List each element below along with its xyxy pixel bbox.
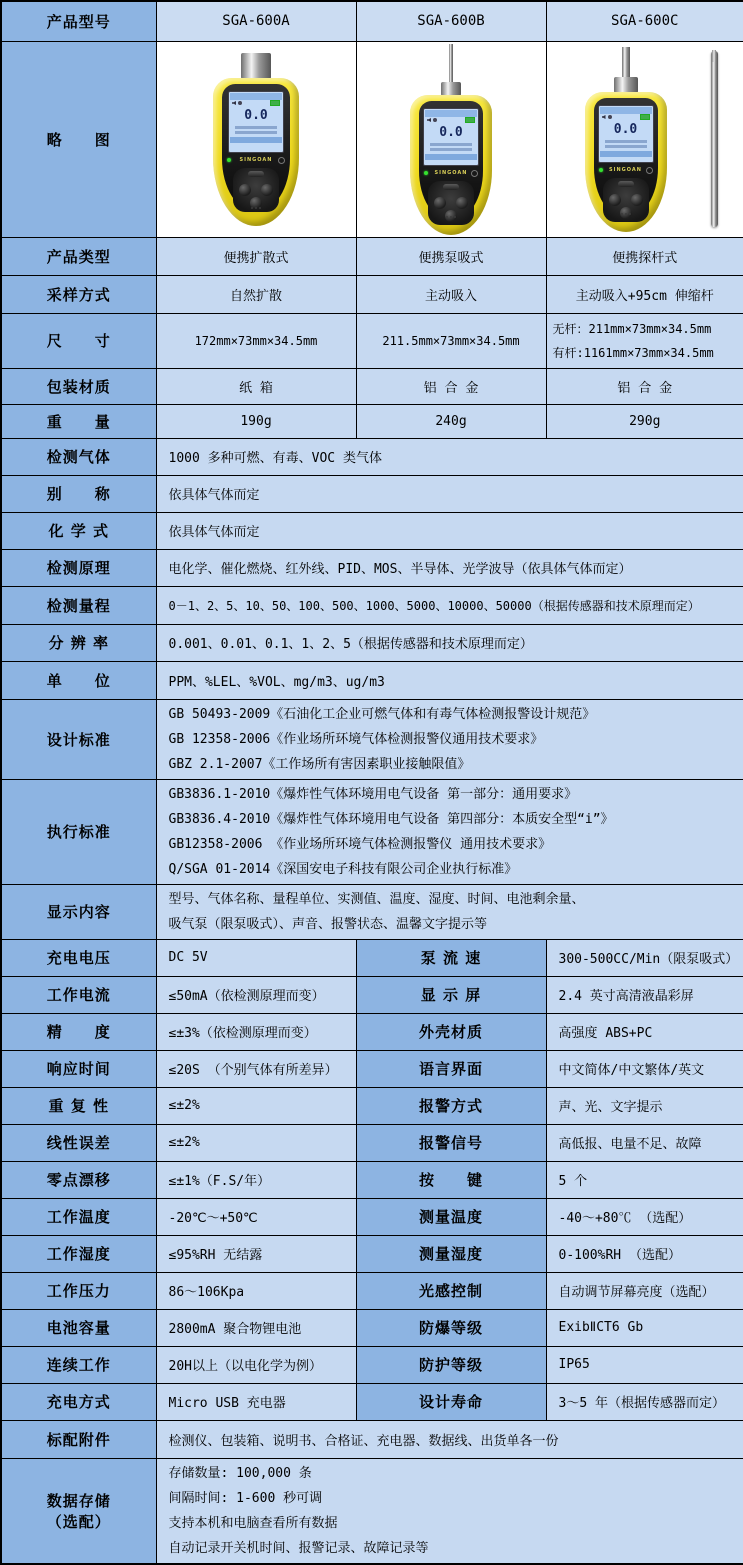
brand-row [222, 155, 290, 165]
spec-label: 防护等级 [356, 1346, 546, 1383]
row-packaging [1, 368, 743, 404]
spec-label: 测量湿度 [356, 1235, 546, 1272]
screen-bottom-bar [425, 154, 477, 160]
spec-value: ExibⅡCT6 Gb [546, 1309, 743, 1346]
speaker-holes [251, 207, 261, 209]
row-label: 检测气体 [1, 438, 156, 475]
spec-label: 充电电压 [1, 939, 156, 976]
row-label: 产品类型 [1, 237, 156, 275]
cell-value: 检测仪、包装箱、说明书、合格证、充电器、数据线、出货单各一份 [156, 1420, 743, 1458]
spec-label: 外壳材质 [356, 1013, 546, 1050]
spec-label: 重 复 性 [1, 1087, 156, 1124]
spec-label: 显 示 屏 [356, 976, 546, 1013]
probe-base [614, 77, 638, 93]
power-icon [646, 167, 653, 174]
cell-value: 电化学、催化燃烧、红外线、PID、MOS、半导体、光学波导（依具体气体而定） [156, 549, 743, 586]
standard-line: GB 12358-2006《作业场所环境气体检测报警仪通用技术要求》 [168, 731, 544, 747]
spec-value: 2800mA 聚合物锂电池 [156, 1309, 356, 1346]
cell-value: 依具体气体而定 [156, 512, 743, 549]
product-image-sga-600a [213, 53, 299, 226]
speaker-icon [427, 118, 431, 122]
device-body [410, 95, 492, 235]
row-label: 单 位 [1, 661, 156, 699]
cell-value: 190g [156, 404, 356, 438]
standard-line: GB3836.4-2010《爆炸性气体环境用电气设备 第四部分：本质安全型“i”》 [168, 811, 614, 827]
cell-value: 主动吸入+95cm 伸缩杆 [546, 275, 743, 313]
cell-value: 172mm×73mm×34.5mm [156, 313, 356, 368]
model-name-c: SGA-600C [546, 1, 743, 41]
cell-value: 便携泵吸式 [356, 237, 546, 275]
spec-label: 测量温度 [356, 1198, 546, 1235]
row-display-content [1, 884, 743, 939]
spec-label: 报警信号 [356, 1124, 546, 1161]
sensor-cap [241, 53, 271, 79]
cell-value-line: 有杆:1161mm×73mm×34.5mm [552, 345, 714, 360]
spec-label: 工作温度 [1, 1198, 156, 1235]
screen-bottom-bar [600, 151, 652, 157]
screen-bottom-bar [230, 137, 282, 143]
spec-row [1, 1272, 743, 1309]
row-label-line: （选配） [46, 1512, 111, 1531]
screen-status-icons [424, 117, 478, 124]
spec-row [1, 1050, 743, 1087]
screen-title-bar [600, 107, 652, 114]
image-cell-c [546, 41, 743, 237]
spec-row [1, 1235, 743, 1272]
power-icon [278, 157, 285, 164]
spec-value: 声、光、文字提示 [546, 1087, 743, 1124]
button-cluster [603, 178, 649, 222]
row-label: 重 量 [1, 404, 156, 438]
spec-label: 防爆等级 [356, 1309, 546, 1346]
rod-tip [712, 50, 716, 62]
spec-row [1, 1346, 743, 1383]
display-line: 型号、气体名称、量程单位、实测值、温度、湿度、时间、电池剩余量、 [168, 891, 585, 907]
brand-label: SINGOAN [434, 169, 468, 176]
screen-text-line [430, 143, 472, 146]
spec-row [1, 1124, 743, 1161]
row-units [1, 661, 743, 699]
storage-line: 间隔时间: 1-600 秒可调 [168, 1490, 323, 1506]
header-label: 产品型号 [1, 1, 156, 41]
row-label [1, 1458, 156, 1564]
cell-value: 1000 多种可燃、有毒、VOC 类气体 [156, 438, 743, 475]
spec-value: 自动调节屏幕亮度（选配） [546, 1272, 743, 1309]
battery-icon [465, 117, 475, 123]
row-design-standards [1, 699, 743, 779]
speaker-holes [621, 213, 631, 215]
standard-line: GBZ 2.1-2007《工作场所有害因素职业接触限值》 [168, 756, 471, 772]
fan-icon [238, 101, 242, 105]
spec-label: 精 度 [1, 1013, 156, 1050]
button-cluster [233, 168, 279, 212]
device-screen [228, 91, 284, 153]
row-dimensions [1, 313, 743, 368]
spec-value: 300-500CC/Min（限泵吸式） [546, 939, 743, 976]
menu-button [248, 171, 264, 177]
battery-icon [270, 100, 280, 106]
spec-label: 语言界面 [356, 1050, 546, 1087]
cell-value: 依具体气体而定 [156, 475, 743, 512]
right-button [456, 197, 468, 209]
standard-line: GB3836.1-2010《爆炸性气体环境用电气设备 第一部分：通用要求》 [168, 786, 578, 802]
spec-label: 响应时间 [1, 1050, 156, 1087]
screen-text-line [605, 145, 647, 148]
model-name-b: SGA-600B [356, 1, 546, 41]
spec-label: 按 键 [356, 1161, 546, 1198]
spec-row [1, 1198, 743, 1235]
row-detected-gas [1, 438, 743, 475]
menu-button [443, 184, 459, 190]
screen-status-icons [599, 114, 653, 121]
device-front-panel [222, 84, 290, 212]
cell-value-line: 无杆：211mm×73mm×34.5mm [552, 321, 712, 336]
battery-icon [640, 114, 650, 120]
fan-icon [608, 115, 612, 119]
image-cell-b [356, 41, 546, 237]
row-label: 标配附件 [1, 1420, 156, 1458]
spec-row [1, 1087, 743, 1124]
cell-value: 240g [356, 404, 546, 438]
probe-base [441, 82, 461, 96]
header-row [1, 1, 743, 41]
row-label: 分 辨 率 [1, 624, 156, 661]
screen-reading: 0.0 [244, 107, 268, 123]
cell-value: 0－1、2、5、10、50、100、500、1000、5000、10000、50000（根据传感器和技术原理而定） [156, 586, 743, 624]
row-execution-standards [1, 779, 743, 884]
brand-row [419, 168, 483, 178]
spec-value: ≤95%RH 无结露 [156, 1235, 356, 1272]
spec-value: ≤±2% [156, 1087, 356, 1124]
row-resolution [1, 624, 743, 661]
row-sampling-method [1, 275, 743, 313]
spec-value: -40～+80℃ （选配） [546, 1198, 743, 1235]
cell-value: 铝 合 金 [546, 368, 743, 404]
row-product-type [1, 237, 743, 275]
speaker-icon [232, 101, 236, 105]
spec-label: 工作湿度 [1, 1235, 156, 1272]
button-cluster [428, 181, 474, 225]
spec-value: 20H以上（以电化学为例） [156, 1346, 356, 1383]
spec-value: 高强度 ABS+PC [546, 1013, 743, 1050]
brand-row [594, 165, 658, 175]
standard-line: Q/SGA 01-2014《深国安电子科技有限公司企业执行标准》 [168, 861, 518, 877]
standard-line: GB12358-2006 《作业场所环境气体检测报警仪 通用技术要求》 [168, 836, 552, 852]
left-button [239, 184, 251, 196]
spec-label: 零点漂移 [1, 1161, 156, 1198]
device-body [213, 78, 299, 226]
spec-label: 连续工作 [1, 1346, 156, 1383]
screen-title-bar [425, 110, 477, 117]
pump-probe [622, 47, 630, 77]
image-cell-a [156, 41, 356, 237]
spec-label: 工作电流 [1, 976, 156, 1013]
cell-value: 便携探杆式 [546, 237, 743, 275]
led-indicator [227, 158, 231, 162]
spec-value: ≤±1%（F.S/年） [156, 1161, 356, 1198]
left-button [434, 197, 446, 209]
cell-value: 自然扩散 [156, 275, 356, 313]
storage-line: 支持本机和电脑查看所有数据 [168, 1515, 338, 1531]
screen-text-line [430, 148, 472, 151]
cell-value: 纸 箱 [156, 368, 356, 404]
sketch-label: 略 图 [1, 41, 156, 237]
screen-title-bar [230, 93, 282, 100]
spec-row [1, 976, 743, 1013]
row-label: 尺 寸 [1, 313, 156, 368]
spec-value: ≤20S （个别气体有所差异） [156, 1050, 356, 1087]
model-name-a: SGA-600A [156, 1, 356, 41]
spec-value: ≤±3%（依检测原理而变） [156, 1013, 356, 1050]
cell-value: 主动吸入 [356, 275, 546, 313]
product-image-sga-600b [410, 44, 492, 235]
device-body [585, 92, 667, 232]
spec-value: 2.4 英寸高清液晶彩屏 [546, 976, 743, 1013]
spec-value: 0-100%RH （选配） [546, 1235, 743, 1272]
screen-reading: 0.0 [613, 121, 638, 137]
spec-value: 86～106Kpa [156, 1272, 356, 1309]
device-screen [423, 108, 479, 166]
standard-line: GB 50493-2009《石油化工企业可燃气体和有毒气体检测报警设计规范》 [168, 706, 596, 722]
row-detection-range [1, 586, 743, 624]
row-standard-accessories [1, 1420, 743, 1458]
fan-icon [433, 118, 437, 122]
row-label: 设计标准 [1, 699, 156, 779]
row-chemical-formula [1, 512, 743, 549]
spec-label: 工作压力 [1, 1272, 156, 1309]
row-weight [1, 404, 743, 438]
cell-value: 便携扩散式 [156, 237, 356, 275]
spec-value: ≤50mA（依检测原理而变） [156, 976, 356, 1013]
sketch-row [1, 41, 743, 237]
spec-value: -20℃～+50℃ [156, 1198, 356, 1235]
brand-label: SINGOAN [239, 156, 273, 163]
cell-value: 0.001、0.01、0.1、1、2、5（根据传感器和技术原理而定） [156, 624, 743, 661]
spec-label: 设计寿命 [356, 1383, 546, 1420]
power-icon [471, 170, 478, 177]
cell-value: 290g [546, 404, 743, 438]
led-indicator [424, 171, 428, 175]
storage-line: 自动记录开关机时间、报警记录、故障记录等 [168, 1540, 429, 1556]
row-label: 执行标准 [1, 779, 156, 884]
spec-value: ≤±2% [156, 1124, 356, 1161]
storage-line: 存储数量: 100,000 条 [168, 1465, 312, 1481]
spec-value: DC 5V [156, 939, 356, 976]
row-label: 采样方式 [1, 275, 156, 313]
spec-row [1, 1161, 743, 1198]
row-label: 包装材质 [1, 368, 156, 404]
menu-button [618, 181, 634, 187]
screen-status-icons [229, 100, 283, 107]
cell-value: 211.5mm×73mm×34.5mm [356, 313, 546, 368]
spec-value: 高低报、电量不足、故障 [546, 1124, 743, 1161]
device-front-panel [419, 101, 483, 221]
spec-label: 充电方式 [1, 1383, 156, 1420]
cell-value: PPM、%LEL、%VOL、mg/m3、ug/m3 [156, 661, 743, 699]
cell-value: 铝 合 金 [356, 368, 546, 404]
product-image-sga-600c [585, 47, 667, 232]
screen-text-line [235, 131, 277, 134]
led-indicator [599, 168, 603, 172]
display-line: 吸气泵（限泵吸式）、声音、报警状态、温馨文字提示等 [168, 916, 488, 932]
spec-value: IP65 [546, 1346, 743, 1383]
spec-label: 报警方式 [356, 1087, 546, 1124]
row-detection-principle [1, 549, 743, 586]
device-screen [598, 105, 654, 163]
right-button [631, 194, 643, 206]
right-button [261, 184, 273, 196]
spec-value: 中文简体/中文繁体/英文 [546, 1050, 743, 1087]
spec-row [1, 1383, 743, 1420]
row-label: 检测量程 [1, 586, 156, 624]
brand-label: SINGOAN [609, 166, 642, 173]
row-label-line: 数据存储 [46, 1491, 111, 1510]
spec-row [1, 1309, 743, 1346]
spec-label: 光感控制 [356, 1272, 546, 1309]
row-label: 别 称 [1, 475, 156, 512]
left-button [609, 194, 621, 206]
spec-value: 3～5 年（根据传感器而定） [546, 1383, 743, 1420]
screen-reading: 0.0 [439, 124, 463, 140]
spec-label: 泵 流 速 [356, 939, 546, 976]
row-label: 化 学 式 [1, 512, 156, 549]
speaker-icon [602, 115, 606, 119]
screen-text-line [235, 126, 277, 129]
spec-label: 线性误差 [1, 1124, 156, 1161]
row-label: 显示内容 [1, 884, 156, 939]
spec-row [1, 1013, 743, 1050]
row-alias [1, 475, 743, 512]
device-front-panel [594, 98, 658, 218]
screen-text-line [605, 140, 647, 143]
spec-label: 电池容量 [1, 1309, 156, 1346]
telescopic-rod [711, 51, 718, 227]
spec-value: 5 个 [546, 1161, 743, 1198]
speaker-holes [446, 216, 456, 218]
pump-probe [449, 44, 453, 82]
row-data-storage [1, 1458, 743, 1564]
row-label: 检测原理 [1, 549, 156, 586]
spec-row [1, 939, 743, 976]
spec-value: Micro USB 充电器 [156, 1383, 356, 1420]
